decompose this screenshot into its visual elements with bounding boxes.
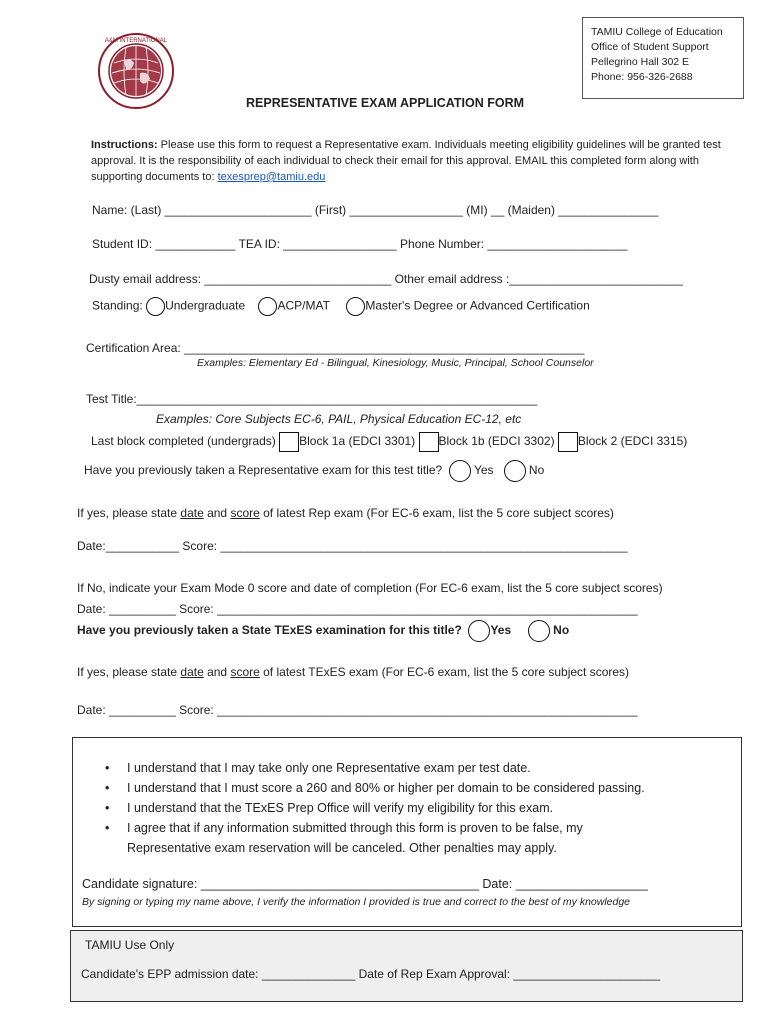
id-line[interactable]: Student ID: ____________ TEA ID: _________________ Phone Number: _____________________ <box>92 237 628 251</box>
yes-label: Yes <box>490 623 512 638</box>
ack-item: • I understand that I must score a 260 and 80% or higher per domain to be considered passing. <box>105 778 645 798</box>
email-link[interactable]: texesprep@tamiu.edu <box>217 171 326 183</box>
block-option: Block 1b (EDCI 3302) <box>438 434 555 449</box>
rep-question: Have you previously taken a Representative exam for this test title? <box>84 463 443 478</box>
block-1b-checkbox[interactable] <box>419 432 439 452</box>
score-word: score <box>230 665 260 679</box>
date-word: date <box>180 506 204 520</box>
text: and <box>203 506 231 520</box>
mode0-date-score-line[interactable]: Date: __________ Score: _______________________________________________________________ <box>77 602 638 616</box>
instructions-body: Please use this form to request a Representative exam. Individuals meeting eligibility guidelines will be granted test approval. It is the responsibility of each individual to check their email for this approval. EMAIL this completed form along with supporting documents to: <box>91 139 721 183</box>
test-title-examples: Examples: Core Subjects EC-6, PAIL, Physical Education EC-12, etc <box>156 412 522 426</box>
instructions <box>91 137 736 185</box>
texes-question-row <box>77 620 569 642</box>
test-title-line[interactable]: Test Title:____________________________________________________________ <box>86 392 538 406</box>
score-word: score <box>230 506 260 520</box>
ack-item-continued: Representative exam reservation will be canceled. Other penalties may apply. <box>127 841 557 855</box>
no-label: No <box>553 623 570 638</box>
standing-option: ACP/MAT <box>277 298 330 313</box>
undergraduate-radio[interactable] <box>146 297 165 316</box>
svg-text:A&M INTERNATIONAL: A&M INTERNATIONAL <box>104 38 168 44</box>
acknowledgement-list <box>105 758 645 858</box>
university-seal-logo <box>96 33 176 109</box>
mode0-instruction: If No, indicate your Exam Mode 0 score and date of completion (For EC-6 exam, list the 5 core subject scores) <box>77 581 663 595</box>
no-label: No <box>528 463 545 478</box>
yes-label: Yes <box>473 463 494 478</box>
rep-no-radio[interactable] <box>504 460 526 482</box>
office-line: TAMIU College of Education <box>591 26 723 38</box>
standing-option: Undergraduate <box>165 298 246 313</box>
acp-mat-radio[interactable] <box>258 297 277 316</box>
ack-item: • I agree that if any information submitted through this form is proven to be false, my <box>105 818 645 838</box>
masters-radio[interactable] <box>346 297 365 316</box>
block-option: Block 1a (EDCI 3301) <box>299 434 416 449</box>
office-use-line[interactable]: Candidate's EPP admission date: ______________ Date of Rep Exam Approval: ______________________ <box>81 967 661 981</box>
certification-area-line[interactable]: Certification Area: ____________________________________________________________ <box>86 341 585 355</box>
rep-date-score-line[interactable]: Date:___________ Score: _____________________________________________________________ <box>77 539 628 553</box>
rep-question-row <box>84 460 544 482</box>
office-use-title: TAMIU Use Only <box>85 938 175 952</box>
block-option: Block 2 (EDCI 3315) <box>577 434 688 449</box>
ack-item: • I understand that the TExES Prep Office will verify my eligibility for this exam. <box>105 798 645 818</box>
texes-no-radio[interactable] <box>528 620 550 642</box>
block-row <box>91 432 687 452</box>
rep-yes-instruction <box>77 506 614 520</box>
certification-examples: Examples: Elementary Ed - Bilingual, Kinesiology, Music, Principal, School Counselor <box>197 357 594 369</box>
office-contact-box <box>582 17 744 99</box>
text: and <box>203 665 231 679</box>
instructions-lead: Instructions: <box>91 139 158 151</box>
text: of latest Rep exam (For EC-6 exam, list the 5 core subject scores) <box>259 506 614 520</box>
rep-yes-radio[interactable] <box>449 460 471 482</box>
office-line: Pellegrino Hall 302 E <box>591 56 690 68</box>
name-line[interactable]: Name: (Last) ______________________ (First) _________________ (MI) __ (Maiden) _______________ <box>92 203 659 217</box>
text: If yes, please state <box>77 506 181 520</box>
office-line: Phone: 956-326-2688 <box>591 71 693 83</box>
text: If yes, please state <box>77 665 181 679</box>
standing-option: Master's Degree or Advanced Certification <box>365 298 590 313</box>
block-label: Last block completed (undergrads) <box>91 434 276 449</box>
block-1a-checkbox[interactable] <box>279 432 299 452</box>
signature-note: By signing or typing my name above, I verify the information I provided is true and correct to the best of my knowledge <box>82 896 631 908</box>
ack-item: • I understand that I may take only one Representative exam per test date. <box>105 758 645 778</box>
text: of latest TExES exam (For EC-6 exam, list the 5 core subject scores) <box>259 665 630 679</box>
texes-question: Have you previously taken a State TExES examination for this title? <box>77 623 462 638</box>
email-line[interactable]: Dusty email address: ____________________________ Other email address :__________________________ <box>89 272 683 286</box>
block-2-checkbox[interactable] <box>558 432 578 452</box>
standing-label: Standing: <box>92 298 143 313</box>
signature-line[interactable]: Candidate signature: ________________________________________ Date: ___________________ <box>82 877 648 891</box>
office-line: Office of Student Support <box>591 41 709 53</box>
texes-yes-radio[interactable] <box>468 620 490 642</box>
form-title: REPRESENTATIVE EXAM APPLICATION FORM <box>246 96 525 110</box>
texes-yes-instruction <box>77 665 629 679</box>
date-word: date <box>180 665 204 679</box>
standing-row <box>92 297 590 316</box>
texes-date-score-line[interactable]: Date: __________ Score: _______________________________________________________________ <box>77 703 638 717</box>
